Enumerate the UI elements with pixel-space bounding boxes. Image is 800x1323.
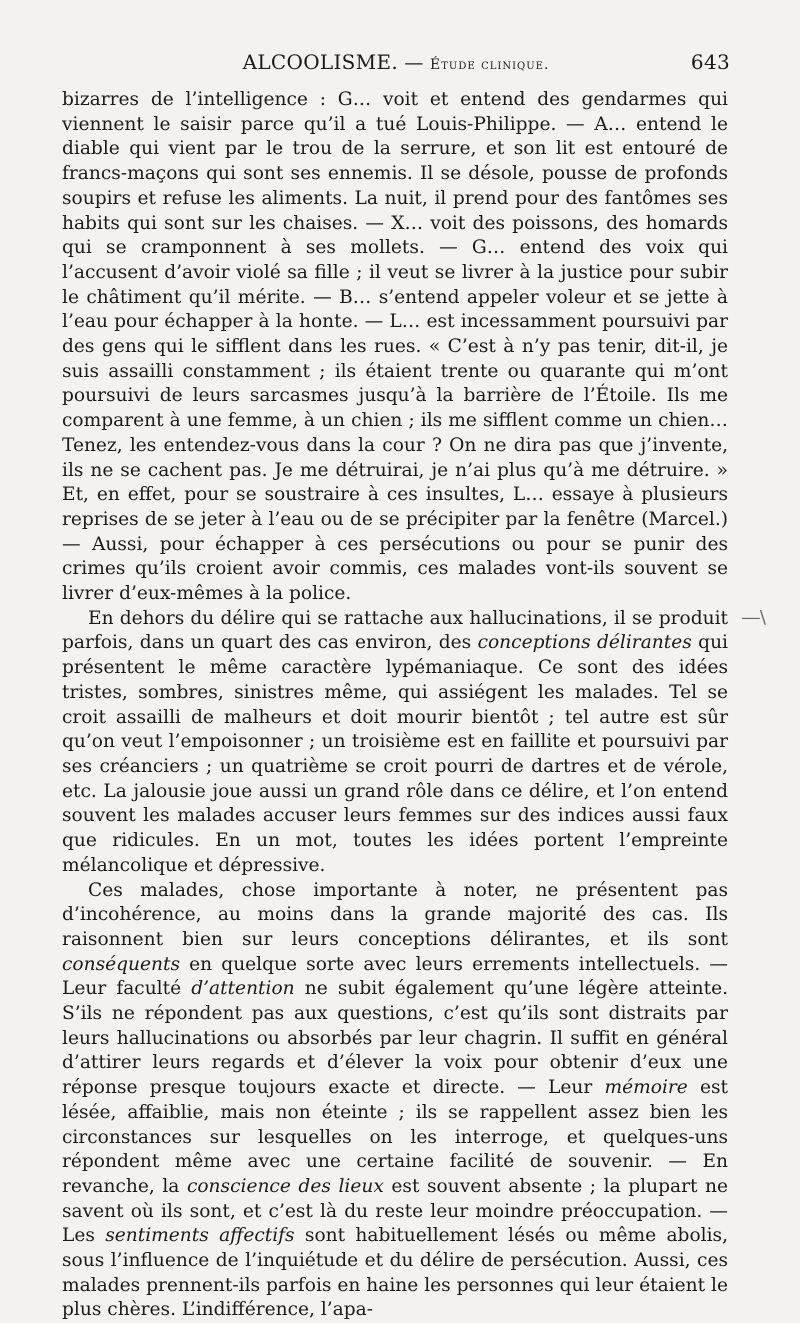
paragraph-text: En dehors du délire qui se rattache aux hallucinations, il se produit parfois, dans un quart des cas environ, des	[62, 608, 728, 654]
paragraph-text: Ces malades, chose importante à noter, ne présentent pas d’incohérence, au moins dans la grande majorité des cas. Ils raisonnent bien sur leurs conceptions délirantes, et ils sont	[62, 880, 728, 950]
emphasis-term: conscience des lieux	[187, 1176, 384, 1197]
emphasis-term: d’attention	[191, 978, 294, 999]
paragraph-text: en quelque sorte avec leurs errements intellectuels. — Leur faculté	[62, 954, 728, 1000]
paragraph-mental-faculties	[62, 879, 728, 1323]
paragraph-delirious-conceptions	[62, 607, 728, 879]
running-head-title: ALCOOLISME.	[243, 50, 398, 74]
paragraph-text: est lésée, affaiblie, mais non éteinte ; ils se rappellent assez bien les circonstances sur lesquelles on les interroge, et quelques-uns répondent même avec une certaine facilité de souvenir. — En revanche, la	[62, 1077, 728, 1197]
paragraph-text: est souvent absente ; la plupart ne savent où ils sont, et c’est là du reste leur moindre préoccupation. — Les	[62, 1176, 728, 1246]
page-number: 643	[691, 50, 730, 74]
emphasis-term: sentiments affectifs	[105, 1225, 294, 1246]
running-head	[62, 50, 730, 88]
paragraph-continued: bizarres de l’intelligence : G… voit et entend des gendarmes qui viennent le saisir parce qu’il a tué Louis-Philippe. — A… entend le diable qui vient par le trou de la serrure, et son lit est entouré de francs-maçons qui sont ses ennemis. Il se désole, pousse de profonds soupirs et refuse les aliments. La nuit, il prend pour des fantômes ses habits qui sont sur les chaises. — X… voit des poissons, des homards qui se cramponnent à ses mollets. — G… entend des voix qui l’accusent d’avoir violé sa fille ; il veut se livrer à la justice pour subir le châtiment qu’il mérite. — B… s’entend appeler voleur et se jette à l’eau pour échapper à la honte. — L… est incessamment poursuivi par des gens qui le sifflent dans les rues. « C’est à n’y pas tenir, dit-il, je suis assailli constamment ; ils étaient trente ou quarante qui m’ont poursuivi de leurs sarcasmes jusqu’à la barrière de l’Étoile. Ils me comparent à une femme, à un chien ; ils me sifflent comme un chien… Tenez, les entendez-vous dans la cour ? On ne dira pas que j’invente, ils ne se cachent pas. Je me détruirai, je n’ai plus qu’à me détruire. » Et, en effet, pour se soustraire à ces insultes, L… essaye à plusieurs reprises de se jeter à l’eau ou de se précipiter par la fenêtre (Marcel.) — Aussi, pour échapper à ces persécutions ou pour se punir des crimes qu’ils croient avoir commis, ces malades vont-ils souvent se livrer d’eux-mêmes à la police.	[62, 88, 728, 607]
running-head-subtitle: Étude clinique.	[430, 57, 549, 73]
paragraph-text: ne subit également qu’une légère atteinte. S’ils ne répondent pas aux questions, c’est qu’ils sont distraits par leurs hallucinations ou absorbés par leur chagrin. Il suffit en général d’attirer leurs regards et d’élever la voix pour obtenir d’eux une réponse presque toujours exacte et directe. — Leur	[62, 978, 728, 1098]
running-head-separator: —	[398, 52, 430, 74]
paragraph-text: qui présentent le même caractère lypémaniaque. Ce sont des idées tristes, sombres, sinistres même, qui assiégent les malades. Tel se croit assailli de malheurs et doit mourir bientôt ; tel autre est sûr qu’on veut l’empoisonner ; un troisième est en faillite et poursuivi par ses créanciers ; un quatrième se croit pourri de dartres et de vérole, etc. La jalousie joue aussi un grand rôle dans ce délire, et l’on entend souvent les malades accuser leurs femmes sur des indices aussi faux que ridicules. En un mot, toutes les idées portent l’empreinte mélancolique et dépressive.	[62, 632, 728, 875]
emphasis-term: conséquents	[62, 954, 180, 975]
emphasis-term: conceptions délirantes	[478, 632, 692, 653]
emphasis-term: mémoire	[604, 1077, 687, 1098]
paragraph-text: sont habituellement lésés ou même abolis, sous l’influence de l’inquiétude et du délire de persécution. Aussi, ces malades prennent-ils parfois en haine les personnes qui leur étaient le plus chères. L’indifférence, l’apa-	[62, 1225, 728, 1320]
margin-pencil-mark: ―\	[742, 607, 766, 628]
body-text	[62, 88, 728, 1323]
